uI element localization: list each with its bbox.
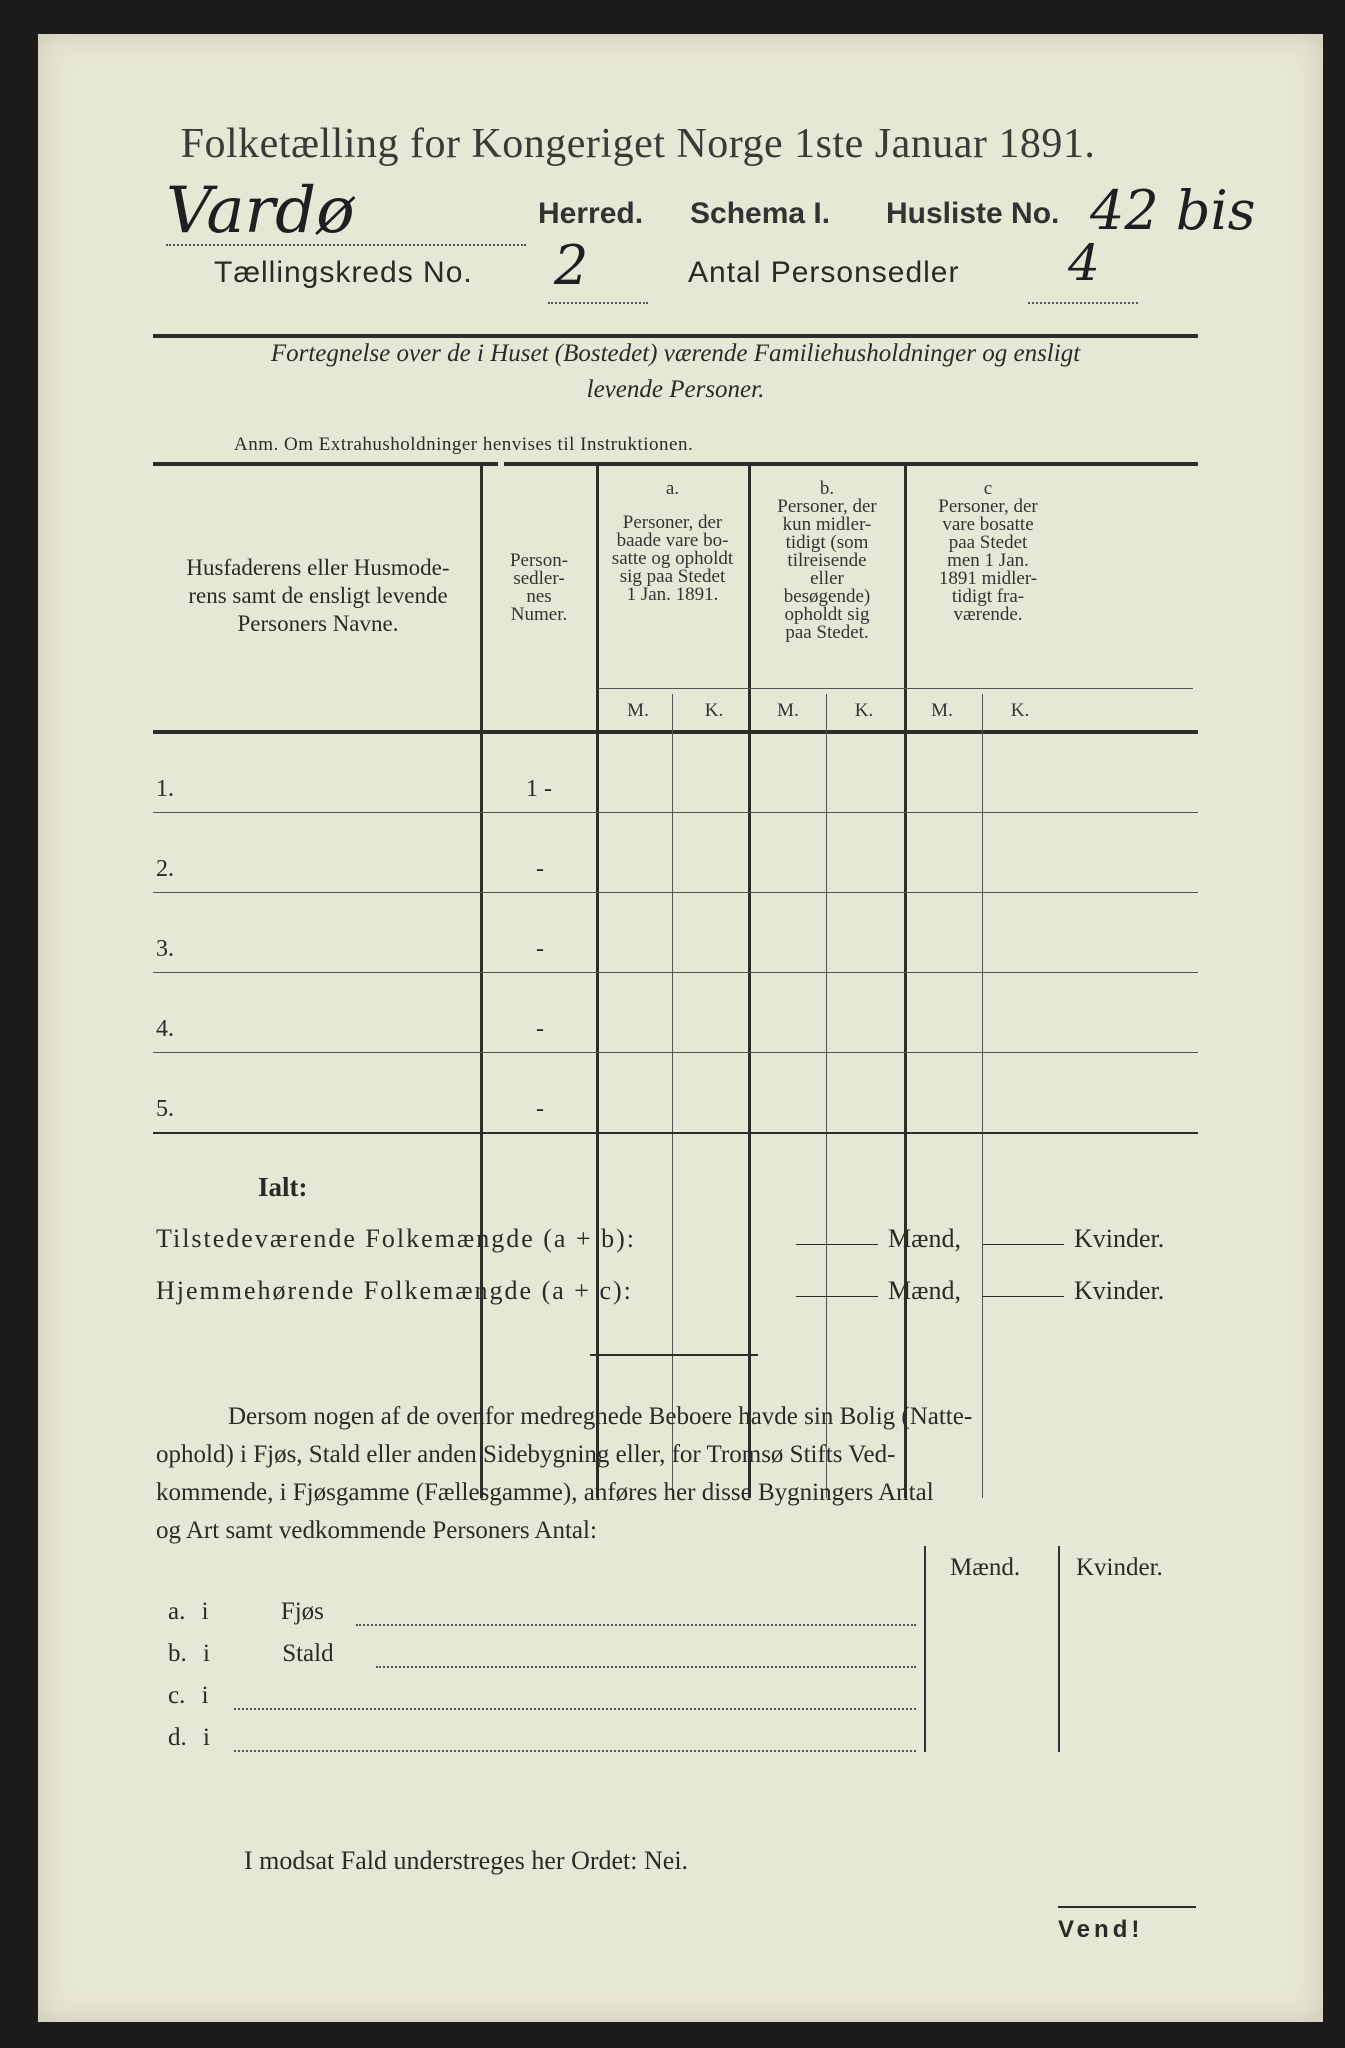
husliste-label: Husliste No. [886, 197, 1060, 230]
tilstede-label: Tilstedeværende Folkemængde (a + b): [156, 1224, 636, 1253]
a-mk-divider [672, 694, 673, 1498]
row-3-sedler: - [536, 936, 544, 962]
col-c-line-2: vare bosatte [942, 514, 1034, 535]
col-b-letter: b. [819, 478, 835, 499]
col-names-line-2: rens samt de ensligt levende [188, 583, 448, 608]
b-mk-divider [826, 694, 827, 1498]
c-mk-divider [982, 694, 983, 1498]
husliste-handwritten: 42 bis [1090, 179, 1256, 242]
building-a [168, 1598, 324, 1626]
para-line-4: og Art samt vedkommende Personers Antal: [156, 1517, 597, 1544]
col-names-line-3: Personers Navne. [237, 611, 399, 636]
buildings-divider-2 [1058, 1546, 1060, 1752]
antal-label: Antal Personsedler [688, 256, 960, 289]
col-divider-3 [748, 466, 751, 1498]
intro-text [153, 336, 1198, 408]
row-5-sedler: - [536, 1096, 544, 1122]
col-divider-1 [480, 466, 483, 1498]
hjemme-maend-blank [796, 1296, 878, 1297]
buildings-kvinder-header: Kvinder. [1076, 1554, 1163, 1581]
row-rule-4 [153, 1052, 1198, 1053]
vend-rule [1058, 1906, 1196, 1908]
section-divider [590, 1354, 758, 1356]
table-top-rule-left [153, 462, 498, 466]
form-title: Folketælling for Kongeriget Norge 1ste Januar 1891. [180, 121, 1096, 167]
c-m-label: M. [931, 700, 953, 721]
row-5-number: 5. [156, 1096, 174, 1122]
building-b-prep: i [203, 1640, 210, 1667]
antal-handwritten: 4 [1068, 234, 1100, 292]
col-divider-4 [904, 466, 907, 1498]
col-a-letter: a. [665, 478, 680, 499]
b-k-label: K. [854, 700, 874, 721]
row-rule-3 [153, 972, 1198, 973]
table-top-rule-right [504, 462, 1198, 466]
row-3-number: 3. [156, 936, 174, 962]
herred-handwritten: Vardø [166, 174, 355, 248]
intro-line-2: levende Personer. [586, 376, 765, 403]
col-b-line-5: eller [810, 568, 844, 589]
para-line-3: kommende, i Fjøsgamme (Fællesgamme), anføres her disse Bygningers Antal [156, 1479, 934, 1506]
building-b-dots [376, 1666, 916, 1668]
building-d [168, 1724, 210, 1752]
col-header-a [600, 480, 745, 604]
building-a-dots [356, 1624, 916, 1626]
antal-dotted-line [1028, 302, 1138, 304]
building-c-prep: i [201, 1682, 209, 1709]
col-header-b [752, 480, 902, 642]
col-b-line-1: Personer, der [777, 496, 877, 517]
buildings-maend-header: Mænd. [950, 1554, 1021, 1581]
hjemme-kvinder: Kvinder. [1074, 1276, 1165, 1305]
row-rule-5 [153, 1132, 1198, 1134]
b-m-label: M. [777, 700, 799, 721]
tilstede-maend-blank [796, 1244, 878, 1245]
col-c-line-7: værende. [953, 604, 1023, 625]
col-numer-line-3: nes [526, 586, 552, 607]
table-header-rule [153, 730, 1198, 734]
tilstede-maend: Mænd, [888, 1224, 961, 1253]
kreds-dotted-line [548, 302, 648, 304]
row-1-sedler: 1 - [526, 776, 552, 802]
a-m-label: M. [627, 700, 649, 721]
col-header-numer [484, 552, 594, 624]
para-line-1: Dersom nogen af de ovenfor medregnede Beboere havde sin Bolig (Natte- [228, 1403, 973, 1430]
col-c-line-1: Personer, der [938, 496, 1038, 517]
building-a-letter: a. [168, 1598, 186, 1625]
col-header-names [158, 554, 478, 638]
building-a-prep: i [201, 1598, 209, 1625]
col-b-line-4: tilreisende [787, 550, 867, 571]
herred-label: Herred. [538, 197, 644, 230]
sidebygning-paragraph [156, 1398, 1198, 1550]
building-b-name: Stald [282, 1640, 334, 1667]
hjemme-maend: Mænd, [888, 1276, 961, 1305]
building-b-letter: b. [168, 1640, 187, 1667]
building-b [168, 1640, 334, 1668]
col-names-line-1: Husfaderens eller Husmode- [186, 555, 450, 580]
modsat-text: I modsat Fald understreges her Ordet: Nei. [244, 1846, 689, 1875]
row-2-number: 2. [156, 856, 174, 882]
c-k-label: K. [1010, 700, 1030, 721]
building-d-dots [234, 1750, 916, 1752]
col-a-line-1: Personer, der [622, 512, 723, 533]
tilstede-kvinder-blank [982, 1244, 1064, 1245]
col-c-line-5: 1891 midler- [938, 568, 1038, 589]
row-1-number: 1. [156, 776, 174, 802]
kreds-handwritten: 2 [554, 234, 589, 297]
building-c-letter: c. [168, 1682, 186, 1709]
row-rule-1 [153, 812, 1198, 813]
building-d-letter: d. [168, 1724, 187, 1751]
census-form [38, 34, 1323, 2022]
col-b-line-7: opholdt sig [784, 604, 870, 625]
building-a-name: Fjøs [280, 1598, 324, 1625]
building-c [168, 1682, 209, 1710]
schema-label: Schema I. [690, 197, 831, 230]
row-2-sedler: - [536, 856, 544, 882]
buildings-divider-1 [924, 1546, 926, 1752]
building-c-dots [234, 1708, 916, 1710]
col-c-line-3: paa Stedet [948, 532, 1028, 553]
col-a-line-2: baade vare bo- [616, 530, 729, 551]
col-divider-2 [596, 466, 599, 1498]
ialt-label: Ialt: [258, 1172, 308, 1202]
row-4-sedler: - [536, 1016, 544, 1042]
col-numer-line-2: sedler- [513, 568, 565, 589]
col-b-line-3: tidigt (som [785, 532, 869, 553]
kreds-label: Tællingskreds No. [214, 256, 473, 289]
col-b-line-8: paa Stedet. [785, 622, 869, 643]
col-c-letter: c [983, 478, 993, 499]
hjemme-kvinder-blank [982, 1296, 1064, 1297]
intro-line-1: Fortegnelse over de i Huset (Bostedet) værende Familiehusholdninger og ensligt [270, 340, 1081, 367]
col-a-line-3: satte og opholdt [611, 548, 734, 569]
vend-label: Vend! [1058, 1916, 1144, 1943]
col-numer-line-4: Numer. [510, 604, 568, 625]
col-b-line-6: besøgende) [783, 586, 871, 607]
tilstede-kvinder: Kvinder. [1074, 1224, 1165, 1253]
col-header-c [908, 480, 1068, 624]
anm-note: Anm. Om Extrahusholdninger henvises til Instruktionen. [234, 434, 694, 455]
col-b-line-2: kun midler- [782, 514, 872, 535]
mk-rule [598, 688, 1193, 689]
col-c-line-4: men 1 Jan. [947, 550, 1029, 571]
herred-dotted-line [166, 244, 526, 246]
a-k-label: K. [704, 700, 724, 721]
para-line-2: ophold) i Fjøs, Stald eller anden Sidebygning eller, for Tromsø Stifts Ved- [156, 1441, 896, 1468]
col-a-line-5: 1 Jan. 1891. [626, 584, 719, 605]
col-numer-line-1: Person- [509, 550, 569, 571]
hjemme-label: Hjemmehørende Folkemængde (a + c): [156, 1276, 633, 1305]
row-rule-2 [153, 892, 1198, 893]
building-d-prep: i [203, 1724, 210, 1751]
col-a-line-4: sig paa Stedet [619, 566, 726, 587]
col-c-line-6: tidigt fra- [951, 586, 1025, 607]
row-4-number: 4. [156, 1016, 174, 1042]
